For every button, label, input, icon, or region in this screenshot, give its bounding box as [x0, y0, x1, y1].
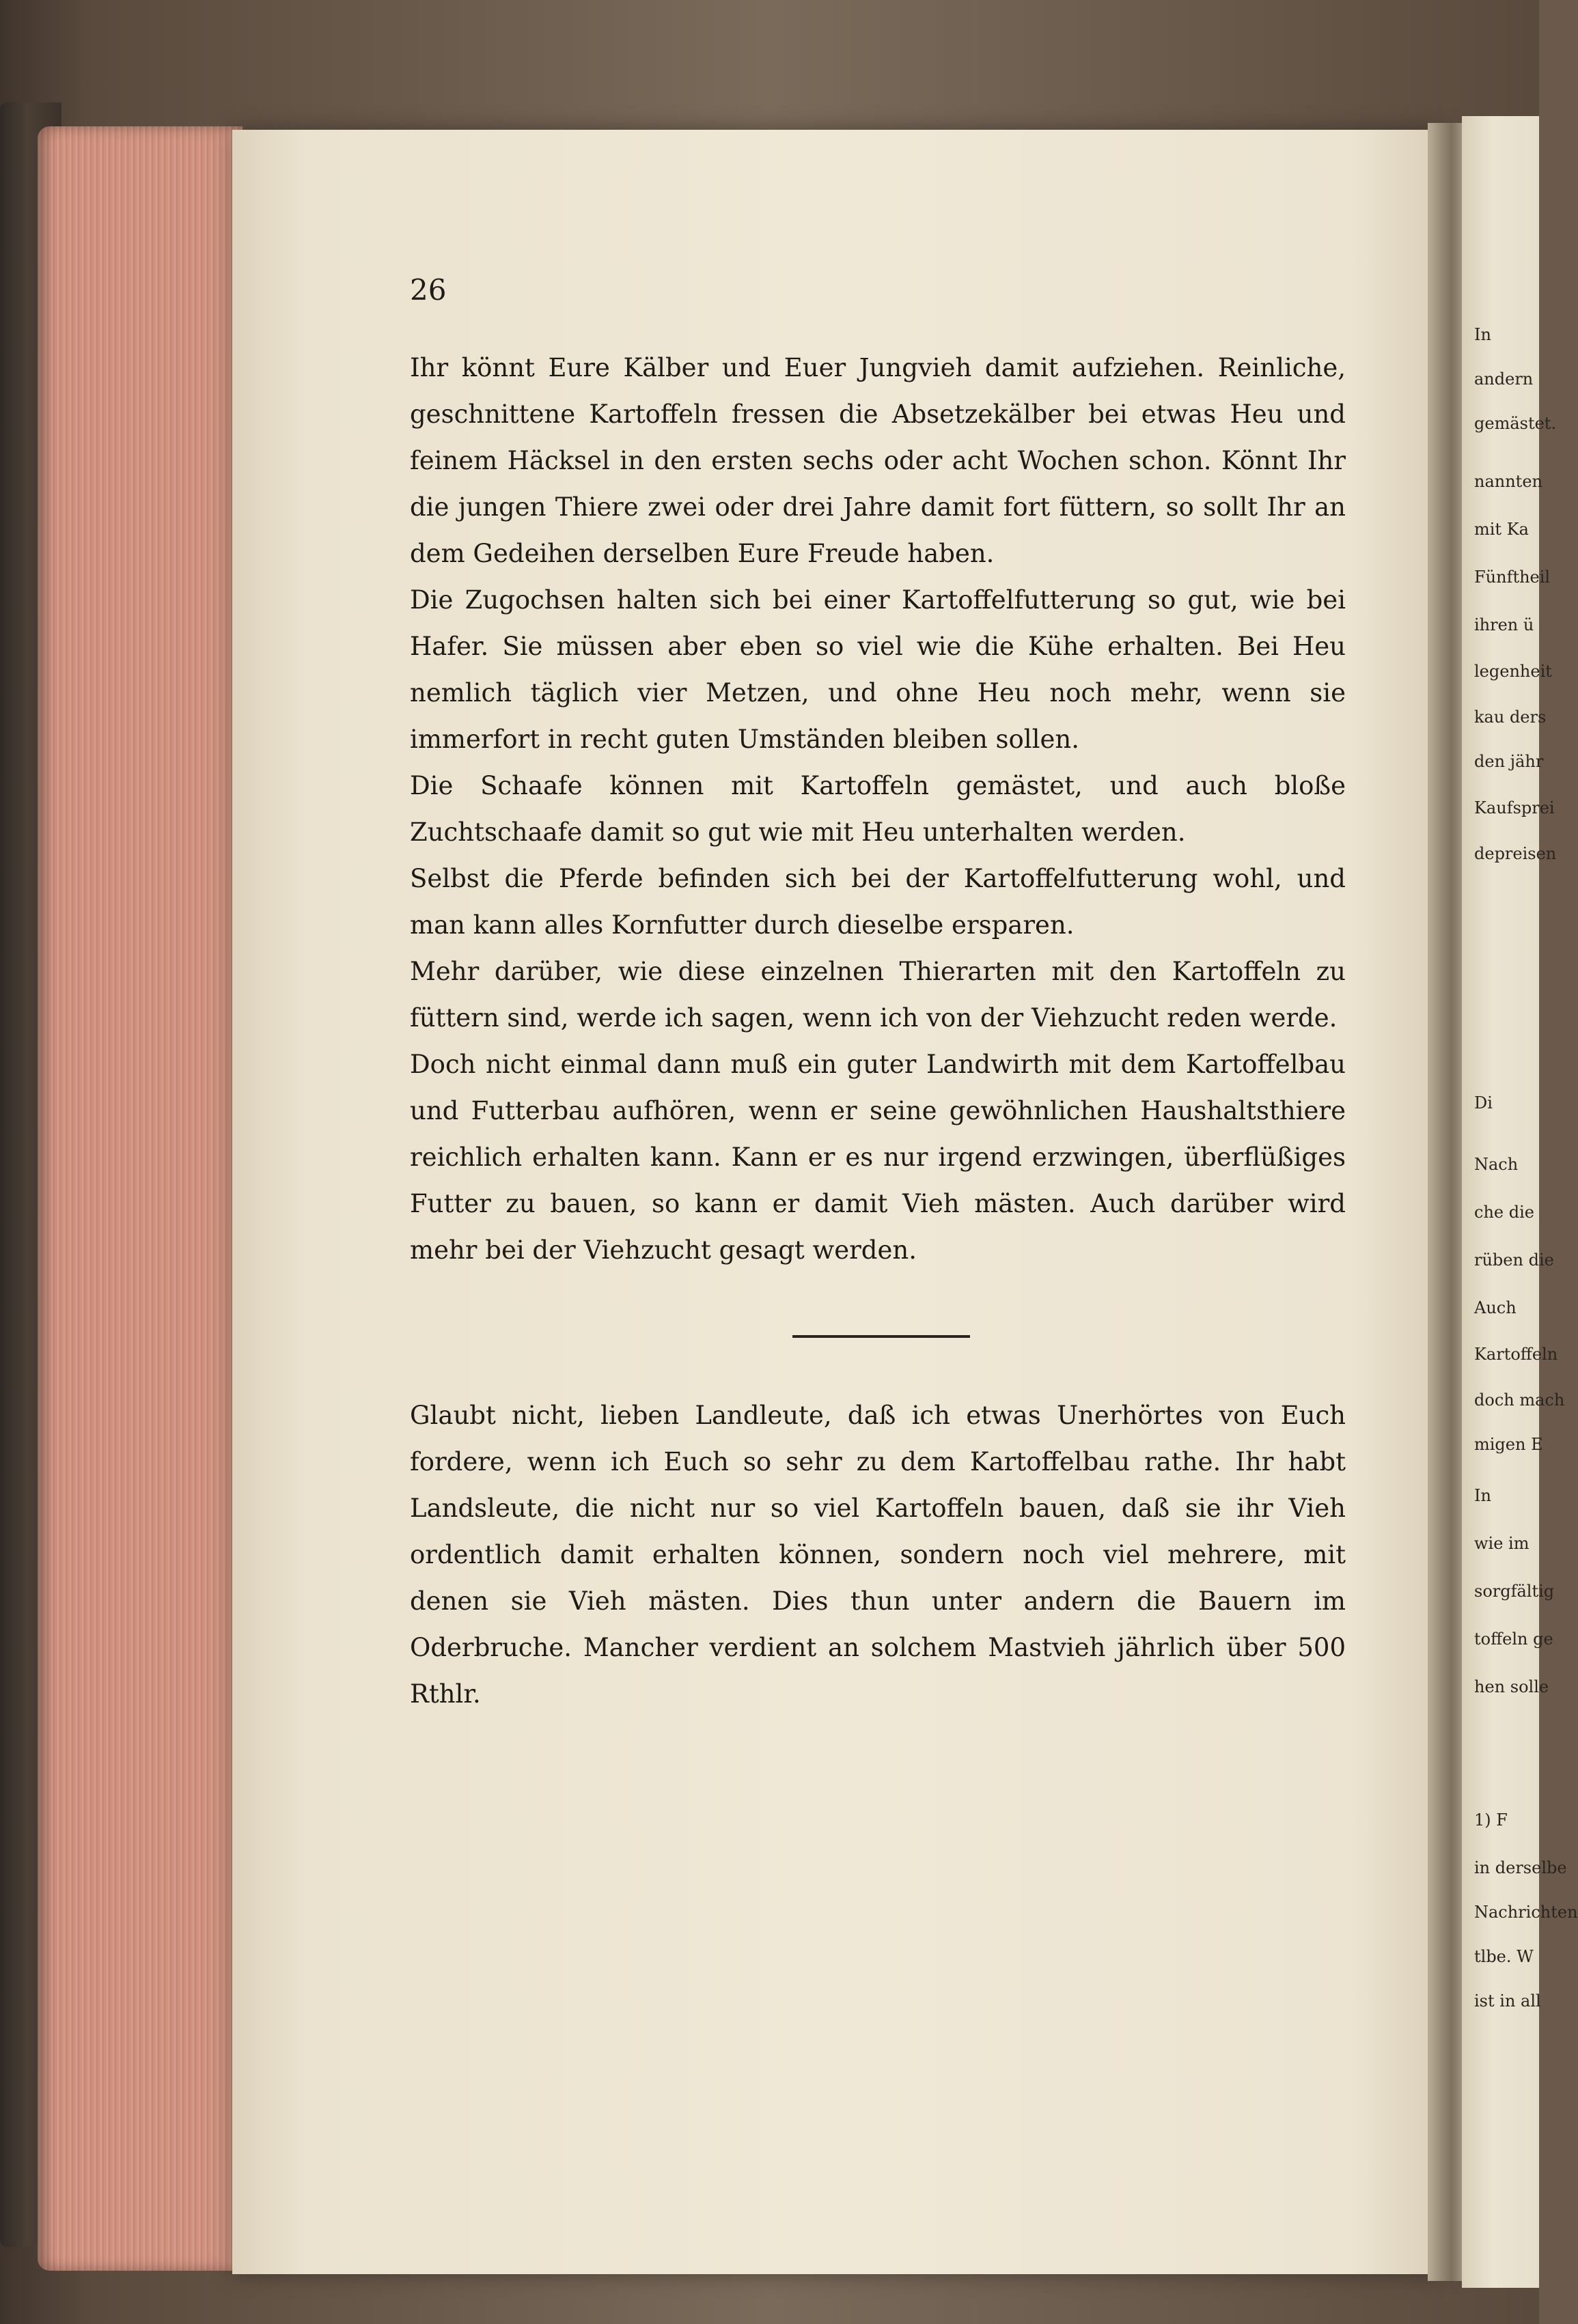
- next-page-fragment: legenheit: [1474, 662, 1552, 681]
- next-page-fragment: tlbe. W: [1474, 1947, 1534, 1966]
- page-content: [410, 270, 1346, 1718]
- next-page-fragment: toffeln ge: [1474, 1629, 1553, 1649]
- paragraph: Ihr könnt Eure Kälber und Euer Jungvieh damit aufziehen. Reinliche, geschnittene Kartoffeln fressen die Absetzekälber bei etwas Heu und feinem Häcksel in den ersten sechs oder acht Wochen schon. Könnt Ihr die jungen Thiere zwei oder drei Jahre damit fort füttern, so sollt Ihr an dem Gedeihen derselben Eure Freude haben.: [410, 353, 1346, 568]
- next-page-fragment: doch mach: [1474, 1390, 1565, 1410]
- paragraph: Mehr darüber, wie diese einzelnen Thierarten mit den Kartoffeln zu füttern sind, werde ich sagen, wenn ich von der Viehzucht reden werde.: [410, 957, 1346, 1033]
- paragraph: Doch nicht einmal dann muß ein guter Landwirth mit dem Kartoffelbau und Futterbau aufhören, wenn er seine gewöhnlichen Haushaltsthiere reichlich erhalten kann. Kann er es nur irgend erzwingen, überflüßiges Futter zu bauen, so kann er damit Vieh mästen. Auch darüber wird mehr bei der Viehzucht gesagt werden.: [410, 1050, 1346, 1265]
- next-page-fragment: che die: [1474, 1203, 1534, 1222]
- next-page-fragment: ist in all: [1474, 1991, 1541, 2011]
- paragraph: Glaubt nicht, lieben Landleute, daß ich etwas Unerhörtes von Euch fordere, wenn ich Euch so sehr zu dem Kartoffelbau rathe. Ihr habt Landsleute, die nicht nur so viel Kartoffeln bauen, daß sie ihr Vieh ordentlich damit erhalten können, sondern noch viel mehrere, mit denen sie Vieh mästen. Dies thun unter andern die Bauern im Oderbruche. Mancher verdient an solchem Mastvieh jährlich über 500 Rthlr.: [410, 1401, 1346, 1709]
- next-page-fragment: gemästet.: [1474, 414, 1557, 433]
- page-edges: [38, 126, 243, 2271]
- next-page-fragment: rüben die: [1474, 1250, 1554, 1270]
- next-page-fragment: sorgfältig: [1474, 1582, 1555, 1601]
- next-page-fragment: kau ders: [1474, 708, 1547, 727]
- paragraph: Die Schaafe können mit Kartoffeln gemästet, und auch bloße Zuchtschaafe damit so gut wie mit Heu unterhalten werden.: [410, 771, 1346, 847]
- next-page-fragment: mit Ka: [1474, 520, 1529, 539]
- next-page-fragment: Nach: [1474, 1155, 1519, 1174]
- next-page-fragment: Fünftheil: [1474, 568, 1551, 587]
- paragraph: Selbst die Pferde befinden sich bei der Kartoffelfutterung wohl, und man kann alles Kornfutter durch dieselbe ersparen.: [410, 864, 1346, 940]
- next-page-fragment: den jähr: [1474, 752, 1544, 771]
- next-page-fragment: andern: [1474, 369, 1534, 389]
- next-page-fragment: In: [1474, 1486, 1491, 1505]
- next-page-fragment: hen solle: [1474, 1677, 1549, 1696]
- next-page-fragment: Kartoffeln: [1474, 1345, 1558, 1364]
- next-page-fragment: in derselbe: [1474, 1858, 1567, 1877]
- next-page-fragment: Nachrichten: [1474, 1903, 1578, 1922]
- next-page-fragment: Auch: [1474, 1298, 1517, 1317]
- next-page-fragment: depreisen: [1474, 844, 1557, 863]
- next-page-fragment: Di: [1474, 1093, 1493, 1112]
- section-divider: [792, 1335, 970, 1338]
- next-page-fragment: wie im: [1474, 1534, 1529, 1553]
- paragraph: Die Zugochsen halten sich bei einer Kartoffelfutterung so gut, wie bei Hafer. Sie müssen aber eben so viel wie die Kühe erhalten. Bei Heu nemlich täglich vier Metzen, und ohne Heu noch mehr, wenn sie immerfort in recht guten Umständen bleiben sollen.: [410, 585, 1346, 754]
- page-number: 26: [410, 273, 447, 307]
- next-page-fragment: migen E: [1474, 1435, 1543, 1454]
- next-page-fragment: nannten: [1474, 472, 1542, 491]
- next-page-fragment: 1) F: [1474, 1810, 1508, 1830]
- next-page-fragment: ihren ü: [1474, 615, 1534, 634]
- next-page-fragment: In: [1474, 325, 1491, 344]
- next-page-fragment: Kaufsprei: [1474, 798, 1555, 817]
